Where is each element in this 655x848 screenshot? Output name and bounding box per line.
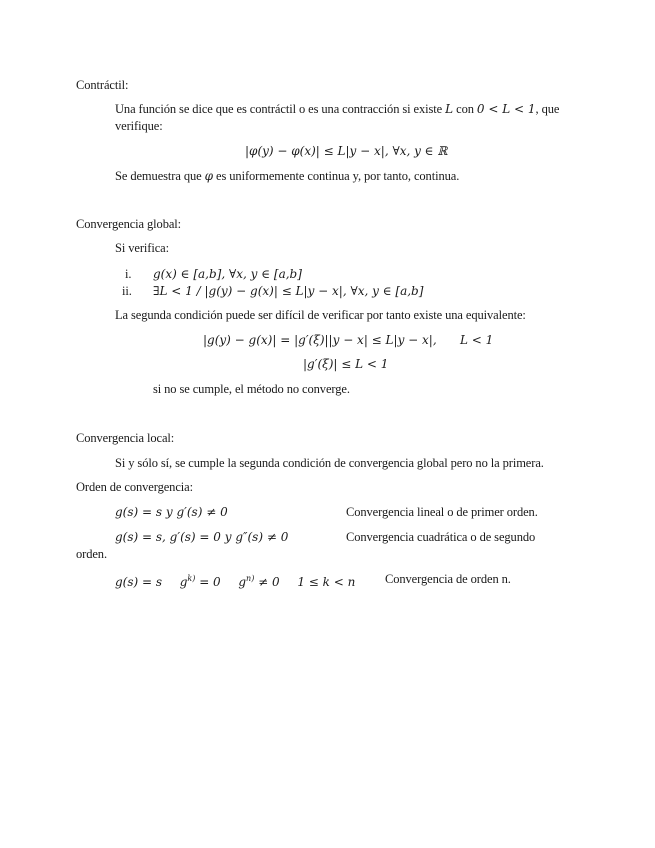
condition-number-1: i. xyxy=(125,267,132,281)
contractil-consequence xyxy=(115,168,459,184)
global-note: La segunda condición puede ser difícil de verificar por tanto existe una equivalente: xyxy=(115,308,526,322)
orden-label-1: Convergencia lineal o de primer orden. xyxy=(346,505,538,519)
orden3-sup-k: k) xyxy=(187,574,196,583)
orden3-gk: g xyxy=(179,575,188,589)
def-text-a: Una función se dice que es contráctil o es una contracción si existe xyxy=(115,102,443,116)
equivalent-formula: |g(y) − g(x)| = |g′(ξ)||y − x| ≤ L|y − x|, xyxy=(203,333,437,347)
orden3-range: 1 ≤ k < n xyxy=(297,575,356,589)
equivalent-formula-condition: L < 1 xyxy=(460,333,494,347)
orden-label-2: Convergencia cuadrática o de segundo xyxy=(346,530,536,544)
def-text-c: , que xyxy=(535,102,560,116)
contractil-definition-line1 xyxy=(115,101,559,117)
consequence-phi: φ xyxy=(204,169,214,183)
def-L: L xyxy=(445,102,454,116)
local-text: Si y sólo sí, se cumple la segunda condición de convergencia global pero no la primera. xyxy=(115,456,544,470)
orden-label-3: Convergencia de orden n. xyxy=(385,572,511,586)
global-heading: Convergencia global: xyxy=(76,217,182,231)
orden3-gn: g xyxy=(238,575,247,589)
orden3-eq-n: ≠ 0 xyxy=(258,575,280,589)
global-intro: Si verifica: xyxy=(115,241,169,255)
condition-number-2: ii. xyxy=(122,284,132,298)
orden-label-2-cont: orden. xyxy=(76,547,107,561)
condition-formula-1: g(x) ∈ [a,b], ∀x, y ∈ [a,b] xyxy=(153,267,302,281)
orden-formula-2: g(s) = s, g′(s) = 0 y g″(s) ≠ 0 xyxy=(115,530,289,544)
orden3-eq-k: = 0 xyxy=(199,575,221,589)
condition-formula-2: ∃L < 1 / |g(y) − g(x)| ≤ L|y − x|, ∀x, y ∈ [a,b] xyxy=(153,284,424,298)
local-heading: Convergencia local: xyxy=(76,431,175,445)
derivative-bound-formula: |g′(ξ)| ≤ L < 1 xyxy=(303,357,389,371)
orden3-sup-n: n) xyxy=(246,574,255,583)
contractil-heading: Contráctil: xyxy=(76,78,129,92)
orden3-g: g(s) = s xyxy=(115,575,163,589)
orden-formula-3 xyxy=(115,571,355,590)
global-fail-note: si no se cumple, el método no converge. xyxy=(153,382,350,396)
def-text-b: con xyxy=(456,102,474,116)
def-condition: 0 < L < 1 xyxy=(476,102,536,116)
consequence-text-b: es uniformemente continua y, por tanto, continua. xyxy=(216,169,460,183)
orden-formula-1: g(s) = s y g′(s) ≠ 0 xyxy=(115,505,228,519)
contractil-definition-line2: verifique: xyxy=(115,119,163,133)
orden-heading: Orden de convergencia: xyxy=(76,480,193,494)
consequence-text-a: Se demuestra que xyxy=(115,169,202,183)
contraction-formula: |φ(y) − φ(x)| ≤ L|y − x|, ∀x, y ∈ ℝ xyxy=(245,144,448,158)
